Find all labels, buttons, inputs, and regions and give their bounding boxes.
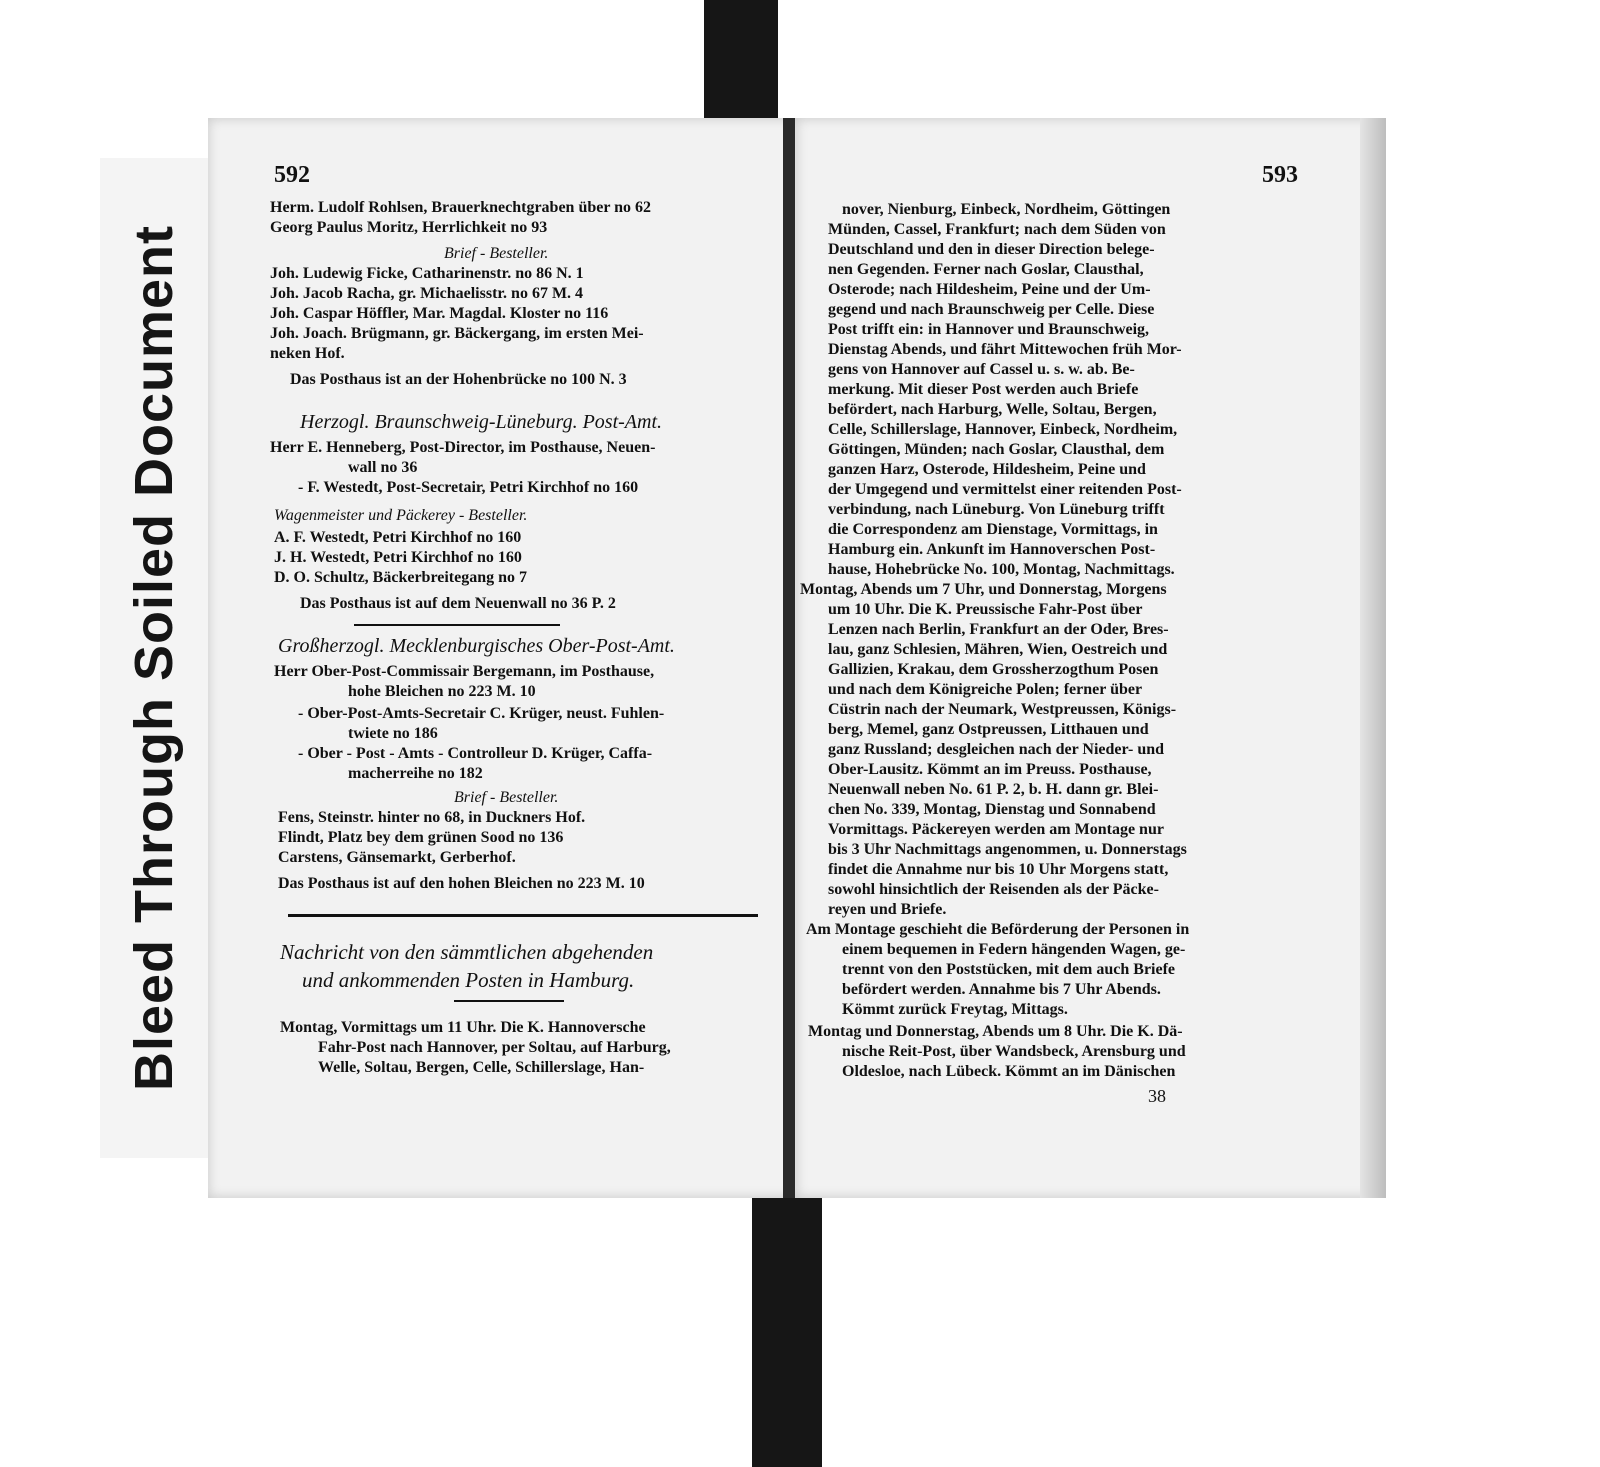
text-line: ganzen Harz, Osterode, Hildesheim, Peine und <box>828 461 1146 478</box>
text-line: Oldesloe, nach Lübeck. Kömmt an im Dänischen <box>842 1063 1176 1080</box>
text-line: Post trifft ein: in Hannover und Braunschweig, <box>828 321 1150 338</box>
page-number-right: 593 <box>1262 162 1298 188</box>
text-line: gegend und nach Braunschweig per Celle. Diese <box>828 301 1155 318</box>
text-line: Göttingen, Münden; nach Goslar, Clausthal, dem <box>828 441 1165 458</box>
text-line: nische Reit-Post, über Wandsbeck, Arensburg und <box>842 1043 1186 1060</box>
text-line: der Umgegend und vermittelst einer reitenden Post- <box>828 481 1182 498</box>
text-line: Gallizien, Krakau, dem Grossherzogthum Posen <box>828 661 1159 678</box>
text-line: Herr Ober-Post-Commissair Bergemann, im Posthause, <box>274 663 655 680</box>
title-underline <box>454 1000 564 1002</box>
text-line: hause, Hohebrücke No. 100, Montag, Nachmittags. <box>828 561 1175 578</box>
text-line: Kömmt zurück Freytag, Mittags. <box>842 1001 1068 1018</box>
text-line: neken Hof. <box>270 345 345 362</box>
text-line: Herm. Ludolf Rohlsen, Brauerknechtgraben über no 62 <box>270 199 652 216</box>
text-line: einem bequemen in Federn hängenden Wagen, ge- <box>842 941 1186 958</box>
text-line: Fens, Steinstr. hinter no 68, in Duckners Hof. <box>278 809 586 826</box>
text-line: Joh. Caspar Höffler, Mar. Magdal. Kloster no 116 <box>270 305 609 322</box>
page-number-left: 592 <box>274 162 310 188</box>
text-line: bis 3 Uhr Nachmittags angenommen, u. Donnerstags <box>828 841 1187 858</box>
text-line: A. F. Westedt, Petri Kirchhof no 160 <box>274 529 522 546</box>
text-line: hohe Bleichen no 223 M. 10 <box>348 683 536 700</box>
text-line: wall no 36 <box>348 459 418 476</box>
text-line: Am Montage geschieht die Beförderung der Personen in <box>806 921 1190 938</box>
text-line: Montag, Vormittags um 11 Uhr. Die K. Hannoversche <box>280 1019 646 1036</box>
text-line: Flindt, Platz bey dem grünen Sood no 136 <box>278 829 564 846</box>
right-page <box>796 118 1386 1198</box>
posthaus-line: Das Posthaus ist an der Hohenbrücke no 100 N. 3 <box>290 371 627 388</box>
text-line: und nach dem Königreiche Polen; ferner über <box>828 681 1143 698</box>
posthaus-line: Das Posthaus ist auf dem Neuenwall no 36 P. 2 <box>300 595 616 612</box>
text-line: Joh. Ludewig Ficke, Catharinenstr. no 86 N. 1 <box>270 265 584 282</box>
text-line: befördert, nach Harburg, Welle, Soltau, Bergen, <box>828 401 1157 418</box>
text-line: Ober-Lausitz. Kömmt an im Preuss. Posthause, <box>828 761 1152 778</box>
text-line: - Ober-Post-Amts-Secretair C. Krüger, neust. Fuhlen- <box>298 705 665 722</box>
text-line: lau, ganz Schlesien, Mähren, Wien, Oestreich und <box>828 641 1168 658</box>
text-line: Celle, Schillerslage, Hannover, Einbeck, Nordheim, <box>828 421 1178 438</box>
text-line: ganz Russland; desgleichen nach der Nieder- und <box>828 741 1165 758</box>
text-line: findet die Annahme nur bis 10 Uhr Morgens statt, <box>828 861 1169 878</box>
text-line: Osterode; nach Hildesheim, Peine und der Um- <box>828 281 1151 298</box>
section-subheading: Brief - Besteller. <box>454 789 559 806</box>
text-line: - Ober - Post - Amts - Controlleur D. Krüger, Caffa- <box>298 745 653 762</box>
signature-mark: 38 <box>1148 1086 1166 1106</box>
text-line: twiete no 186 <box>348 725 438 742</box>
text-line: Carstens, Gänsemarkt, Gerberhof. <box>278 849 516 866</box>
text-line: gens von Hannover auf Cassel u. s. w. ab. Be- <box>828 361 1135 378</box>
text-line: J. H. Westedt, Petri Kirchhof no 160 <box>274 549 522 566</box>
news-title-line-1: Nachricht von den sämmtlichen abgehenden <box>280 940 654 964</box>
text-line: Georg Paulus Moritz, Herrlichkeit no 93 <box>270 219 548 236</box>
text-line: - F. Westedt, Post-Secretair, Petri Kirchhof no 160 <box>298 479 639 496</box>
separator-rule <box>354 624 560 626</box>
text-line: reyen und Briefe. <box>828 901 947 918</box>
target-label <box>100 158 208 1158</box>
text-line: nen Gegenden. Ferner nach Goslar, Clausthal, <box>828 261 1144 278</box>
text-line: Montag, Abends um 7 Uhr, und Donnerstag, Morgens <box>800 581 1167 598</box>
text-line: befördert werden. Annahme bis 7 Uhr Abends. <box>842 981 1161 998</box>
section-heading: Herzogl. Braunschweig-Lüneburg. Post-Amt. <box>300 411 663 433</box>
text-line: Welle, Soltau, Bergen, Celle, Schillerslage, Han- <box>318 1059 645 1076</box>
text-line: nover, Nienburg, Einbeck, Nordheim, Göttingen <box>842 201 1171 218</box>
text-line: berg, Memel, ganz Ostpreussen, Litthauen und <box>828 721 1149 738</box>
text-line: Joh. Jacob Racha, gr. Michaelisstr. no 67 M. 4 <box>270 285 584 302</box>
text-line: verbindung, nach Lüneburg. Von Lüneburg trifft <box>828 501 1165 518</box>
text-line: Vormittags. Päckereyen werden am Montage nur <box>828 821 1164 838</box>
text-line: Herr E. Henneberg, Post-Director, im Posthause, Neuen- <box>270 439 656 456</box>
section-subheading: Brief - Besteller. <box>444 245 549 262</box>
text-line: Montag und Donnerstag, Abends um 8 Uhr. Die K. Dä- <box>808 1023 1183 1040</box>
text-line: Cüstrin nach der Neumark, Westpreussen, Königs- <box>828 701 1177 718</box>
book-gutter <box>783 118 795 1198</box>
news-title-line-2: und ankommenden Posten in Hamburg. <box>302 968 635 992</box>
text-line: Fahr-Post nach Hannover, per Soltau, auf Harburg, <box>318 1039 671 1056</box>
text-line: trennt von den Poststücken, mit dem auch Briefe <box>842 961 1176 978</box>
section-heading: Großherzogl. Mecklenburgisches Ober-Post-Amt. <box>278 635 675 657</box>
text-line: macherreihe no 182 <box>348 765 483 782</box>
text-line: Hamburg ein. Ankunft im Hannoverschen Post- <box>828 541 1156 558</box>
text-line: merkung. Mit dieser Post werden auch Briefe <box>828 381 1139 398</box>
text-line: Joh. Joach. Brügmann, gr. Bäckergang, im ersten Mei- <box>270 325 644 342</box>
left-page <box>208 118 796 1198</box>
section-rule <box>288 914 758 917</box>
text-line: Lenzen nach Berlin, Frankfurt an der Oder, Bres- <box>828 621 1169 638</box>
section-subheading: Wagenmeister und Päckerey - Besteller. <box>274 507 528 524</box>
binding-strap-bottom <box>752 1178 822 1467</box>
text-line: sowohl hinsichtlich der Reisenden als der Päcke- <box>828 881 1159 898</box>
text-line: Dienstag Abends, und fährt Mittewochen früh Mor- <box>828 341 1182 358</box>
text-line: D. O. Schultz, Bäckerbreitegang no 7 <box>274 569 528 586</box>
text-line: die Correspondenz am Dienstage, Vormittags, in <box>828 521 1158 538</box>
target-label-text: Bleed Through Soiled Document <box>124 224 184 1092</box>
text-line: Münden, Cassel, Frankfurt; nach dem Süden von <box>828 221 1166 238</box>
text-line: chen No. 339, Montag, Dienstag und Sonnabend <box>828 801 1156 818</box>
text-line: Neuenwall neben No. 61 P. 2, b. H. dann gr. Blei- <box>828 781 1159 798</box>
text-line: um 10 Uhr. Die K. Preussische Fahr-Post über <box>828 601 1143 618</box>
text-line: Deutschland und den in dieser Direction belege- <box>828 241 1155 258</box>
posthaus-line: Das Posthaus ist auf den hohen Bleichen no 223 M. 10 <box>278 875 645 892</box>
